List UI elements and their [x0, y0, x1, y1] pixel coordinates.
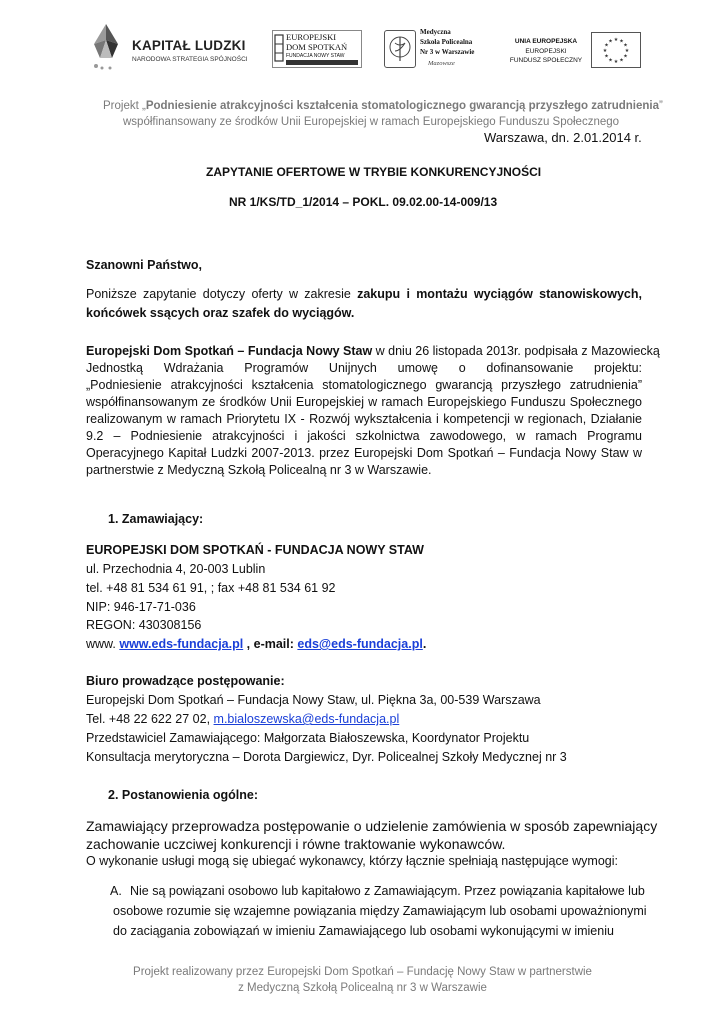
intro-line-1: Poniższe zapytanie dotyczy oferty w zakresie zakupu i montażu wyciągów stanowiskowych, — [86, 287, 642, 301]
org-name: EUROPEJSKI DOM SPOTKAŃ - FUNDACJA NOWY STAW — [86, 543, 424, 557]
email-link[interactable]: eds@eds-fundacja.pl — [297, 637, 423, 651]
website-link[interactable]: www.eds-fundacja.pl — [119, 637, 244, 651]
ue-logo — [508, 32, 638, 72]
greeting: Szanowni Państwo, — [86, 258, 202, 272]
eds-logo-line1: EUROPEJSKI — [286, 32, 337, 42]
para-line-6: 9.2 – Podniesienie atrakcyjności i jakości szkolnictwa zawodowego, w ramach Programu — [86, 429, 642, 443]
svg-text:★: ★ — [608, 38, 613, 45]
office-heading: Biuro prowadzące postępowanie: — [86, 674, 285, 688]
footer-line-2: z Medyczną Szkołą Policealną nr 3 w Warszawie — [238, 982, 487, 994]
svg-text:★: ★ — [624, 48, 630, 54]
ue-line2: EUROPEJSKI — [525, 48, 567, 55]
eds-logo — [272, 30, 362, 70]
svg-text:★: ★ — [613, 59, 619, 65]
kapital-ludzki-logo — [88, 22, 248, 74]
eds-logo-line2: DOM SPOTKAŃ — [286, 42, 348, 52]
svg-text:★: ★ — [613, 37, 619, 43]
para-line-8: partnerstwie z Medyczną Szkołą Policealną nr 3 w Warszawie. — [86, 463, 432, 477]
ue-line3: FUNDUSZ SPOŁECZNY — [509, 57, 583, 64]
item-a-line-1: Nie są powiązani osobowo lub kapitałowo z Zamawiającym. Przez powiązania kapitałowe lub — [130, 884, 645, 898]
medical-emblem-icon — [384, 30, 416, 68]
medyczna-line3: Nr 3 w Warszawie — [420, 48, 475, 56]
org-phone: tel. +48 81 534 61 91, ; fax +48 81 534 61 92 — [86, 581, 336, 595]
project-header: Projekt „Podniesienie atrakcyjności kształcenia stomatologicznego gwarancją przyszłego zatrudnienia” — [103, 100, 663, 112]
section-2-heading: 2. Postanowienia ogólne: — [108, 788, 259, 802]
svg-text:★: ★ — [602, 48, 608, 54]
medyczna-line1: Medyczna — [420, 28, 451, 36]
svg-text:★: ★ — [623, 42, 628, 49]
ue-line1: UNIA EUROPEJSKA — [514, 38, 578, 45]
para-line-7: Operacyjnego Kapitał Ludzki 2007-2013. przez Europejski Dom Spotkań – Fundacja Nowy Staw w — [86, 446, 642, 460]
kapital-ludzki-emblem-icon — [88, 22, 124, 72]
intro-line-2: końcówek ssących oraz szafek do wyciągów. — [86, 306, 355, 320]
medyczna-line2: Szkoła Policealna — [420, 38, 473, 46]
section-1-heading: 1. Zamawiający: — [108, 512, 204, 526]
para-line-4: współfinansowanym ze środków Unii Europejskiej w ramach Europejskiego Funduszu Społecznego — [86, 395, 642, 409]
svg-text:★: ★ — [619, 57, 624, 64]
medyczna-logo — [384, 26, 484, 72]
kapital-ludzki-subtitle: NARODOWA STRATEGIA SPÓJNOŚCI — [132, 56, 248, 63]
eds-emblem-icon — [274, 34, 284, 62]
para-line-5: realizowanym w ramach Priorytetu IX - Rozwój wykształcenia i kompetencji w regionach, Działanie — [86, 412, 642, 426]
item-a-marker: A. — [110, 884, 122, 898]
org-regon: REGON: 430308156 — [86, 618, 202, 632]
svg-text:★: ★ — [608, 57, 613, 64]
representative: Przedstawiciel Zamawiającego: Małgorzata Białoszewska, Koordynator Projektu — [86, 731, 530, 745]
para-line-1: Europejski Dom Spotkań – Fundacja Nowy Staw w dniu 26 listopada 2013r. podpisała z Mazowiecką — [86, 344, 660, 358]
org-nip: NIP: 946-17-71-036 — [86, 600, 196, 614]
para-line-2: Jednostką Wdrażania Programów Unijnych umowę o dofinansowanie projektu: — [86, 361, 642, 375]
org-contact-links: www. www.eds-fundacja.pl , e-mail: eds@eds-fundacja.pl. — [86, 637, 427, 651]
section-2-intro-line-1: Zamawiający przeprowadza postępowanie o udzielenie zamówienia w sposób zapewniający — [86, 818, 658, 834]
para-line-3: „Podniesienie atrakcyjności kształcenia stomatologicznego gwarancją przyszłego zatrudnienia” — [86, 378, 642, 392]
footer-line-1: Projekt realizowany przez Europejski Dom Spotkań – Fundację Nowy Staw w partnerstwie — [133, 966, 592, 978]
cofinanced-line: współfinansowany ze środków Unii Europejskiej w ramach Europejskiego Funduszu Społecznego — [123, 116, 620, 128]
project-title: Podniesienie atrakcyjności kształcenia stomatologicznego gwarancją przyszłego zatrudnienia — [145, 100, 660, 112]
consultation: Konsultacja merytoryczna – Dorota Dargiewicz, Dyr. Policealnej Szkoły Medycznej nr 3 — [86, 750, 567, 764]
eds-logo-line3: FUNDACJA NOWY STAW — [286, 53, 345, 59]
item-a-line-3: do zaciągania zobowiązań w imieniu Zamawiającego lub osobami wykonującymi w imieniu — [113, 924, 614, 938]
svg-text:★: ★ — [619, 38, 624, 45]
section-2-intro-line-2: zachowanie uczciwej konkurencji i równe traktowanie wykonawców. — [86, 836, 506, 852]
kapital-ludzki-title: KAPITAŁ LUDZKI — [132, 38, 246, 53]
eu-flag-icon — [591, 32, 641, 68]
svg-text:★: ★ — [604, 53, 609, 60]
org-address: ul. Przechodnia 4, 20-003 Lublin — [86, 562, 266, 576]
svg-text:★: ★ — [623, 53, 628, 60]
office-email-link[interactable]: m.bialoszewska@eds-fundacja.pl — [213, 712, 400, 726]
conditions-line: O wykonanie usługi mogą się ubiegać wykonawcy, którzy łącznie spełniają następujące wymogi: — [86, 854, 618, 868]
place-date: Warszawa, dn. 2.01.2014 r. — [484, 130, 642, 145]
svg-text:★: ★ — [604, 42, 609, 49]
medyczna-signature: Mazowsze — [428, 60, 455, 67]
office-address: Europejski Dom Spotkań – Fundacja Nowy Staw, ul. Piękna 3a, 00-539 Warszawa — [86, 693, 541, 707]
document-number: NR 1/KS/TD_1/2014 – POKL. 09.02.00-14-009/13 — [229, 195, 498, 209]
office-contact: Tel. +48 22 622 27 02, m.bialoszewska@eds-fundacja.pl — [86, 712, 400, 726]
document-title: ZAPYTANIE OFERTOWE W TRYBIE KONKURENCYJNOŚCI — [206, 165, 542, 179]
item-a-line-2: osobowe rozumie się wzajemne powiązania między Zamawiającym lub osobami upoważnionymi — [113, 904, 647, 918]
